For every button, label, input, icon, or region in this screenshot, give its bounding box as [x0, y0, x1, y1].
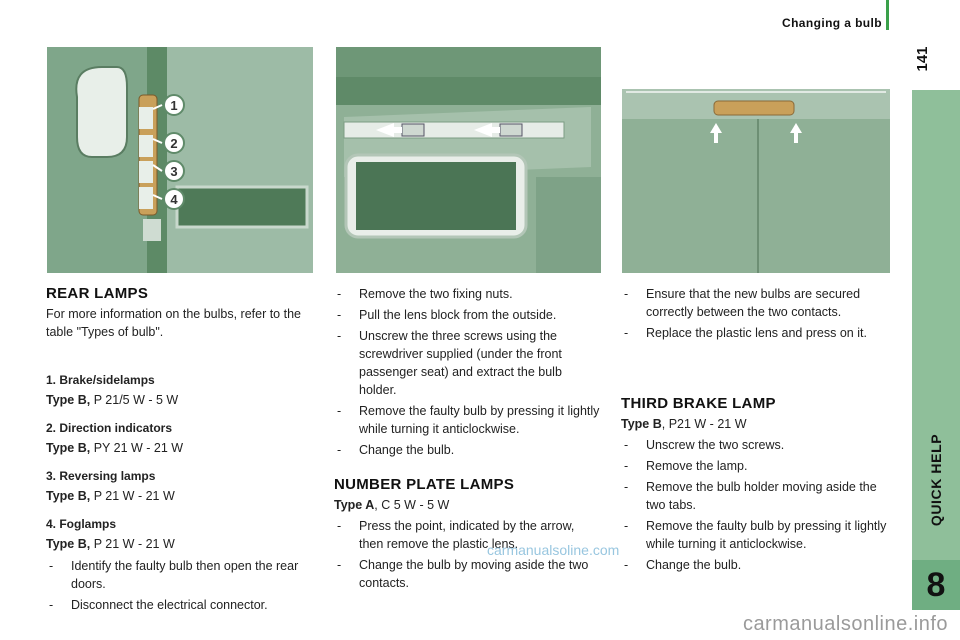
type-value: P 21 W - 21 W: [90, 489, 175, 503]
lamp-item-reversing-lamps: [46, 467, 314, 505]
lamp-item-foglamps: [46, 515, 314, 553]
page-number: 141: [914, 46, 931, 72]
rear-lamps-continued-steps: [334, 285, 602, 459]
type-value: PY 21 W - 21 W: [90, 441, 184, 455]
third-brake-type: [621, 415, 889, 433]
lamp-item-brake-sidelamps: [46, 371, 314, 409]
list-item: - Unscrew the three screws using the screwdriver supplied (under the front passenger seat) and extract the bulb holder.: [334, 327, 602, 399]
list-item: - Unscrew the two screws.: [621, 436, 889, 454]
type-label: Type A: [334, 498, 375, 512]
rear-lamps-illustration: [47, 47, 313, 273]
footer-watermark[interactable]: carmanualsonline.info: [742, 613, 948, 635]
list-item: - Remove the faulty bulb by pressing it lightly while turning it anticlockwise.: [334, 402, 602, 438]
rear-lamps-title: REAR LAMPS: [46, 285, 149, 302]
lamp-item-title: 4. Foglamps: [46, 517, 117, 531]
third-brake-column: [621, 285, 889, 577]
lamp-item-title: 1. Brake/sidelamps: [46, 373, 155, 387]
lamp-item-direction-indicators: [46, 419, 314, 457]
list-item: - Change the bulb by moving aside the two contacts.: [334, 556, 602, 592]
type-value: , C 5 W - 5 W: [374, 498, 450, 512]
list-item: - Change the bulb.: [621, 556, 889, 574]
list-item: - Replace the plastic lens and press on it.: [621, 324, 889, 342]
lamp-item-type: [46, 487, 314, 505]
callout-1: 1: [170, 98, 178, 113]
list-item: - Pull the lens block from the outside.: [334, 306, 602, 324]
bulb-refit-steps: [621, 285, 889, 342]
page-header-title: Changing a bulb: [782, 16, 882, 30]
lamp-item-type: [46, 535, 314, 553]
third-brake-title: THIRD BRAKE LAMP: [621, 395, 776, 412]
lamp-item-title: 3. Reversing lamps: [46, 469, 156, 483]
callout-2: 2: [170, 136, 178, 151]
list-item: - Disconnect the electrical connector.: [46, 596, 314, 614]
lamp-item-type: [46, 439, 314, 457]
callout-4: 4: [170, 192, 178, 207]
list-item: - Identify the faulty bulb then open the rear doors.: [46, 557, 314, 593]
chapter-number: 8: [912, 560, 960, 610]
type-value: , P21 W - 21 W: [661, 417, 747, 431]
lamp-item-title: 2. Direction indicators: [46, 421, 173, 435]
inline-watermark: carmanualsoline.com: [487, 542, 620, 558]
list-item: - Press the point, indicated by the arrow, then remove the plastic lens.: [334, 517, 602, 553]
type-label: Type B,: [46, 393, 91, 407]
list-item: - Remove the two fixing nuts.: [334, 285, 602, 303]
third-brake-steps: [621, 436, 889, 574]
list-item: - Change the bulb.: [334, 441, 602, 459]
type-label: Type B,: [46, 441, 91, 455]
list-item: - Remove the faulty bulb by pressing it lightly while turning it anticlockwise.: [621, 517, 889, 553]
type-value: P 21 W - 21 W: [90, 537, 175, 551]
callout-3: 3: [170, 164, 178, 179]
number-plate-title: NUMBER PLATE LAMPS: [334, 476, 515, 493]
rear-lamps-intro: For more information on the bulbs, refer to the table "Types of bulb".: [46, 307, 301, 339]
list-item: - Ensure that the new bulbs are secured correctly between the two contacts.: [621, 285, 889, 321]
list-item: - Remove the lamp.: [621, 457, 889, 475]
rear-lamps-steps: [46, 557, 314, 614]
type-label: Type B,: [46, 489, 91, 503]
rear-lamps-column: [46, 285, 314, 617]
third-brake-lamp-illustration: [622, 47, 890, 273]
type-label: Type B,: [46, 537, 91, 551]
number-plate-type: [334, 496, 602, 514]
quick-help-label-text: QUICK HELP: [928, 433, 944, 527]
list-item: - Remove the bulb holder moving aside the two tabs.: [621, 478, 889, 514]
type-label: Type B: [621, 417, 662, 431]
header-accent-rule: [886, 0, 889, 30]
number-plate-lamps-illustration: [336, 47, 601, 273]
lamp-item-type: [46, 391, 314, 409]
quick-help-tab-label: [912, 405, 960, 555]
type-value: P 21/5 W - 5 W: [90, 393, 179, 407]
